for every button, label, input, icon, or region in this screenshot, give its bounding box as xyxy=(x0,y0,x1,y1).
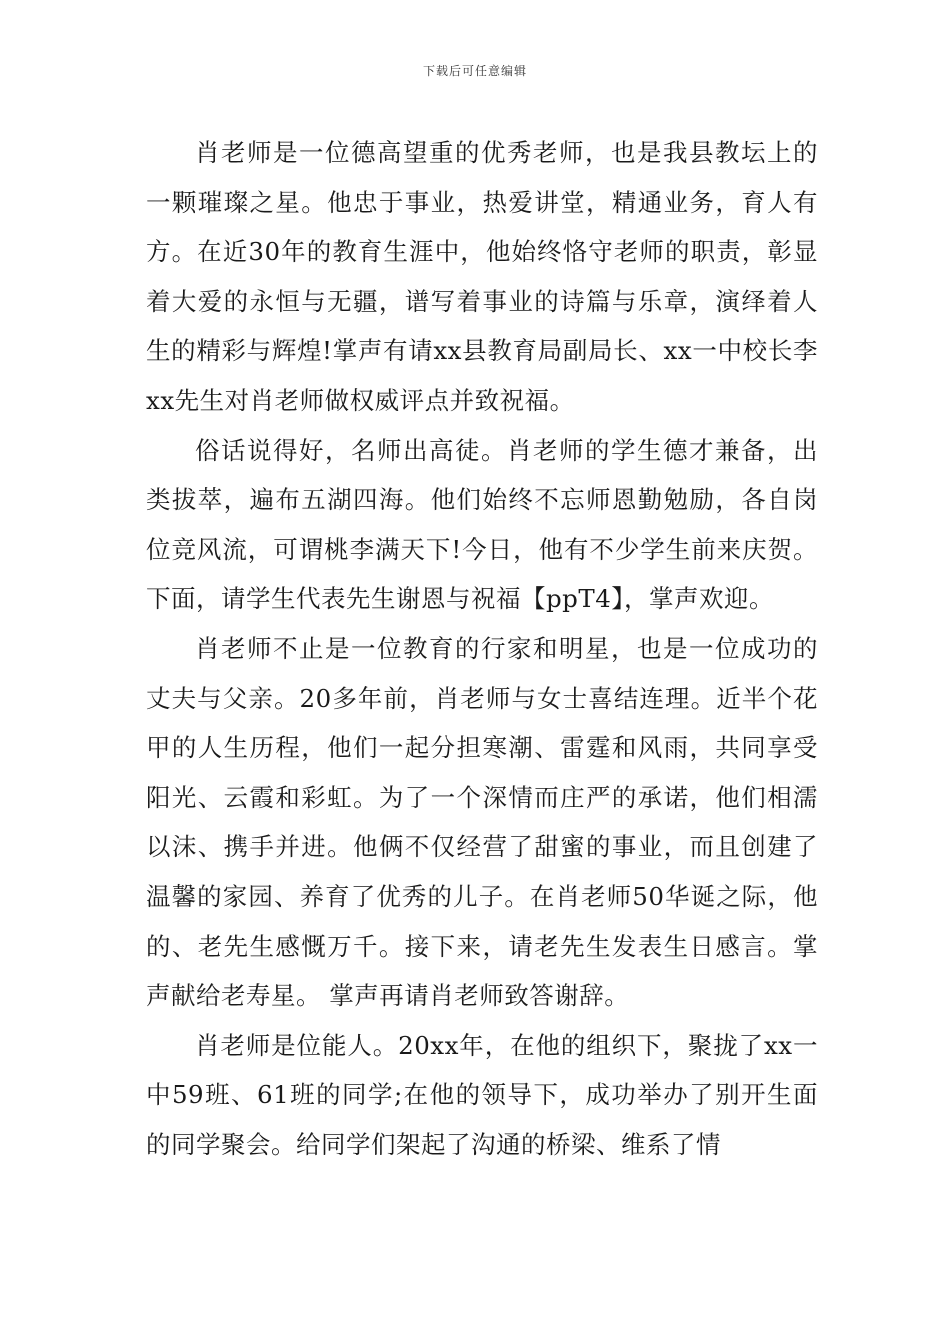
paragraph-4: 肖老师是位能人。20xx年，在他的组织下，聚拢了xx一中59班、61班的同学;在他的领导下，成功举办了别开生面的同学聚会。给同学们架起了沟通的桥梁、维系了情 xyxy=(146,1030,818,1159)
paragraph-3: 肖老师不止是一位教育的行家和明星，也是一位成功的丈夫与父亲。20多年前，肖老师与女士喜结连理。近半个花甲的人生历程，他们一起分担寒潮、雷霆和风雨，共同享受阳光、云霞和彩虹。为了一个深情而庄严的承诺，他们相濡以沫、携手并进。他俩不仅经营了甜蜜的事业，而且创建了温馨的家园、养育了优秀的儿子。在肖老师50华诞之际，他的、老先生感慨万千。接下来，请老先生发表生日感言。掌声献给老寿星。 掌声再请肖老师致答谢辞。 xyxy=(146,633,818,1011)
document-body xyxy=(146,128,818,1169)
page-header: 下载后可任意编辑 xyxy=(422,64,527,78)
paragraph-2: 俗话说得好，名师出高徒。肖老师的学生德才兼备，出类拔萃，遍布五湖四海。他们始终不忘师恩勤勉励，各自岗位竞风流，可谓桃李满天下!今日，他有不少学生前来庆贺。下面，请学生代表先生谢恩与祝福【ppT4】，掌声欢迎。 xyxy=(146,435,818,614)
paragraph-1: 肖老师是一位德高望重的优秀老师，也是我县教坛上的一颗璀璨之星。他忠于事业，热爱讲堂，精通业务，育人有方。在近30年的教育生涯中，他始终恪守老师的职责，彰显着大爱的永恒与无疆，谱写着事业的诗篇与乐章，演绎着人生的精彩与辉煌!掌声有请xx县教育局副局长、xx一中校长李xx先生对肖老师做权威评点并致祝福。 xyxy=(146,138,818,415)
